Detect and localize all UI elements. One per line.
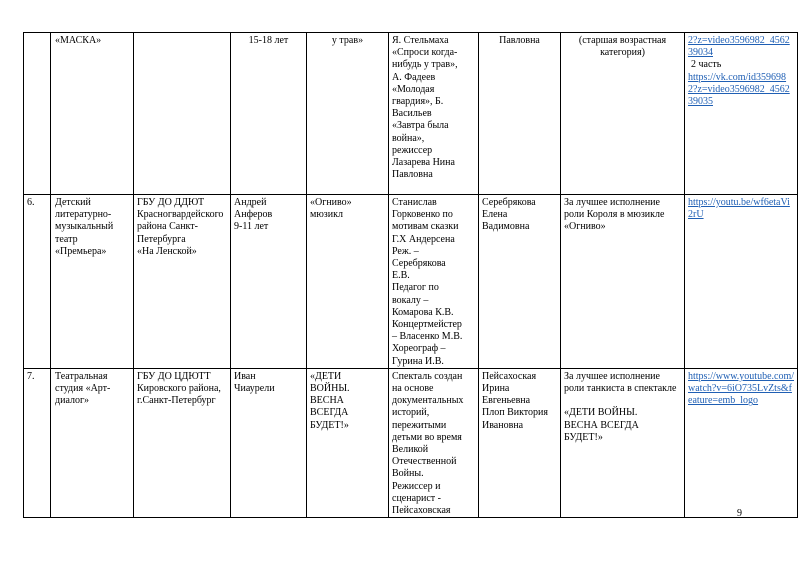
- row-number: [24, 33, 51, 195]
- video-link[interactable]: https://www.youtube.com/watch?v=6iO735LvZts&feature=emb_logo: [688, 370, 795, 407]
- organization: ГБУ ДО ДДЮТ Красногвардейского района Санкт-Петербурга «На Ленской»: [134, 195, 231, 369]
- table-row: [24, 368, 798, 517]
- nomination: За лучшее исполнение роли танкиста в спектакле «ДЕТИ ВОЙНЫ. ВЕСНА ВСЕГДА БУДЕТ!»: [561, 368, 685, 517]
- row-number: 7.: [24, 368, 51, 517]
- collective-name: Детский литературно-музыкальный театр «Премьера»: [51, 195, 134, 369]
- video-link[interactable]: 2?z=video3596982_456239034: [688, 35, 790, 59]
- video-links: [685, 33, 798, 195]
- page-number: 9: [737, 508, 742, 519]
- nomination: За лучшее исполнение роли Короля в мюзикле «Огниво»: [561, 195, 685, 369]
- video-links: [685, 368, 798, 517]
- description: Станислав Горковенко по мотивам сказки Г.Х Андерсена Реж. – Серебрякова Е.В. Педагог по вокалу – Комарова К.В. Концертмейстер – Власенко М.В. Хореограф – Гурина И.В.: [389, 195, 479, 369]
- collective-name: Театральная студия «Арт-диалог»: [51, 368, 134, 517]
- performer: 15-18 лет: [231, 33, 307, 195]
- work-title: у трав»: [307, 33, 389, 195]
- video-link[interactable]: https://vk.com/id3596982?z=video3596982_456239035: [688, 71, 790, 108]
- results-table: [23, 32, 798, 518]
- performer: Андрей Анферов 9-11 лет: [231, 195, 307, 369]
- collective-name: «МАСКА»: [51, 33, 134, 195]
- description: Я. Стельмаха «Спроси когда- нибудь у трав», А. Фадеев «Молодая гвардия», Б. Васильев «Завтра была война», режиссер Лазарева Нина Павловна: [389, 33, 479, 195]
- link-note: 2 часть: [691, 59, 722, 71]
- work-title: «Огниво» мюзикл: [307, 195, 389, 369]
- organization: [134, 33, 231, 195]
- performer: Иван Чиаурели: [231, 368, 307, 517]
- work-title: «ДЕТИ ВОЙНЫ. ВЕСНА ВСЕГДА БУДЕТ!»: [307, 368, 389, 517]
- table-row: [24, 33, 798, 195]
- table-row: [24, 195, 798, 369]
- teacher: Павловна: [479, 33, 561, 195]
- video-links: [685, 195, 798, 369]
- video-link[interactable]: https://youtu.be/wf6etaVi2rU: [688, 197, 790, 221]
- teacher: Пейсахоская Ирина Евгеньевна Плоп Виктория Ивановна: [479, 368, 561, 517]
- teacher: Серебрякова Елена Вадимовна: [479, 195, 561, 369]
- organization: ГБУ ДО ЦДЮТТ Кировского района, г.Санкт-Петербург: [134, 368, 231, 517]
- description: Спекталь создан на основе документальных историй, пережитыми детьми во время Великой Отечественной Войны. Режиссер и сценарист - Пейсаховская: [389, 368, 479, 517]
- nomination: (старшая возрастная категория): [561, 33, 685, 195]
- row-number: 6.: [24, 195, 51, 369]
